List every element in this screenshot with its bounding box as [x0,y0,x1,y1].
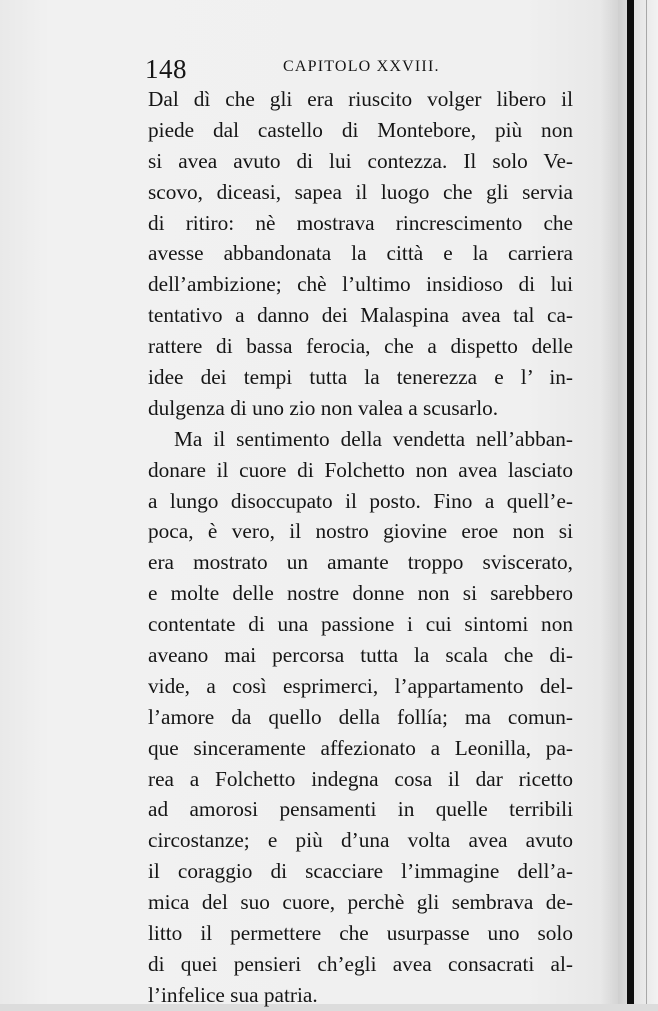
text-line: rattere di bassa ferocia, che a dispetto delle [148,334,573,359]
text-line: avesse abbandonata la città e la carriera [148,241,573,266]
text-line: il coraggio di scacciare l’immagine dell’a- [148,859,573,884]
scan-border-bar [627,0,634,1004]
text-line: l’amore da quello della follía; ma comun- [148,704,573,729]
page-number: 148 [145,54,187,84]
text-line: piede dal castello di Montebore, più non [148,117,573,142]
text-line: poca, è vero, il nostro giovine eroe non si [148,519,573,544]
text-line: di ritiro: nè mostrava rincrescimento che [148,210,573,235]
text-line: ad amorosi pensamenti in quelle terribili [148,797,573,822]
page-header [145,52,572,86]
text-line: aveano mai percorsa tutta la scala che di- [148,643,573,668]
text-line: tentativo a danno dei Malaspina avea tal ca- [148,303,573,328]
page-edge-shadow [600,0,618,1004]
body-text [148,84,573,1011]
text-line: si avea avuto di lui contezza. Il solo Ve- [148,148,573,173]
text-line: era mostrato un amante troppo sviscerato, [148,550,573,575]
text-line: idee dei tempi tutta la tenerezza e l’ in- [148,365,573,390]
text-line: rea a Folchetto indegna cosa il dar ricetto [148,766,573,791]
text-line: di quei pensieri ch’egli avea consacrati al- [148,951,573,976]
text-line: vide, a così esprimerci, l’appartamento del- [148,673,573,698]
text-line: dulgenza di uno zio non valea a scusarlo. [148,395,499,420]
paragraph-2 [148,424,573,1011]
text-line: Dal dì che gli era riuscito volger libero il [148,87,573,111]
text-line: donare il cuore di Folchetto non avea lasciato [148,457,573,482]
text-line: e molte delle nostre donne non si sarebbero [148,581,573,606]
text-line: contentate di una passione i cui sintomi non [148,612,573,637]
text-line: mica del suo cuore, perchè gli sembrava de- [148,890,573,915]
scan-right-border [618,0,658,1004]
scan-border-line [646,0,647,1004]
paragraph-1 [148,84,573,424]
text-line: l’infelice sua patria. [148,982,318,1007]
text-line: circostanze; e più d’una volta avea avuto [148,828,573,853]
running-head: CAPITOLO XXVIII. [283,58,440,75]
text-line: Ma il sentimento della vendetta nell’abban- [174,426,573,451]
text-line: dell’ambizione; chè l’ultimo insidioso di lui [148,272,573,297]
text-line: scovo, diceasi, sapea il luogo che gli servia [148,179,573,204]
text-line: litto il permettere che usurpasse uno solo [148,921,573,946]
text-line: que sinceramente affezionato a Leonilla, pa- [148,735,573,760]
text-line: a lungo disoccupato il posto. Fino a quell’e- [148,488,573,513]
